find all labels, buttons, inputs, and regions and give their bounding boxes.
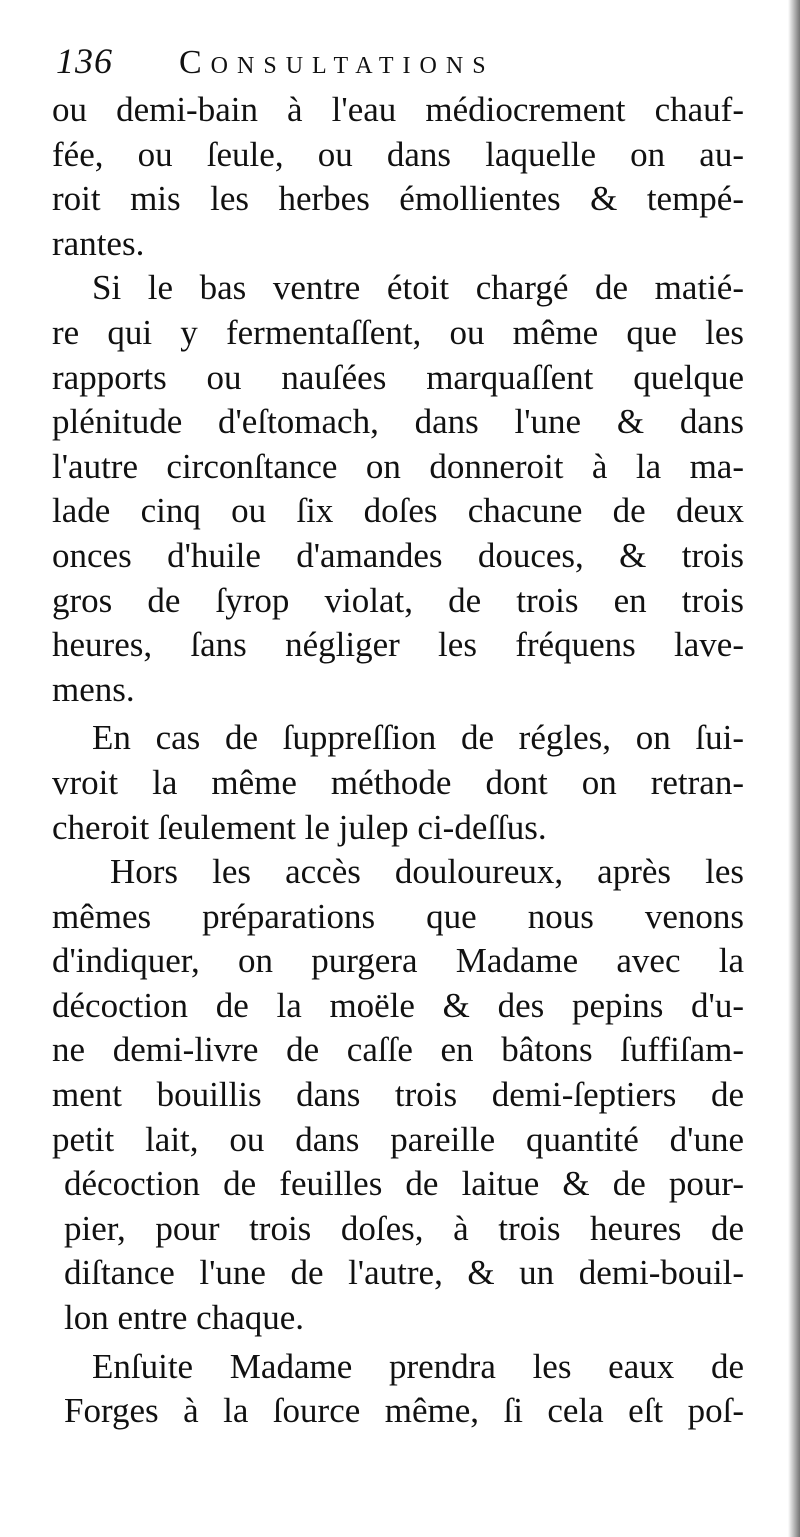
text-line: mêmes préparations que nous venons: [52, 896, 744, 936]
text-line: décoction de la moële & des pepins d'u-: [52, 985, 744, 1025]
text-line: Hors les accès douloureux, après les: [110, 852, 744, 892]
text-line: rapports ou nauſées marquaſſent quelque: [52, 357, 744, 397]
text-line: l'autre circonſtance on donneroit à la ma-: [52, 446, 744, 486]
text-line: onces d'huile d'amandes douces, & trois: [52, 535, 744, 575]
text-line: re qui y fermentaſſent, ou même que les: [52, 312, 744, 352]
text-line: ou demi-bain à l'eau médiocrement chauf-: [52, 90, 744, 129]
text-line: Enſuite Madame prendra les eaux de: [92, 1346, 744, 1386]
text-line: vroit la même méthode dont on retran-: [52, 762, 744, 802]
paragraph: [52, 88, 744, 266]
text-line: roit mis les herbes émollientes & tempé-: [52, 179, 744, 219]
paragraph: [52, 1345, 744, 1434]
text-line: fée, ou ſeule, ou dans laquelle on au-: [52, 134, 744, 174]
text-line: En cas de ſuppreſſion de régles, on ſui-: [92, 718, 744, 758]
text-line: ne demi-livre de caſſe en bâtons ſuffiſam-: [52, 1030, 744, 1070]
text-line: cheroit ſeulement le julep ci-deſſus.: [52, 807, 547, 847]
text-line: décoction de feuilles de laitue & de pour-: [64, 1164, 744, 1204]
text-line: Forges à la ſource même, ſi cela eſt poſ-: [64, 1391, 744, 1431]
text-line: diſtance l'une de l'autre, & un demi-bouil-: [64, 1253, 744, 1293]
text-line: rantes.: [52, 223, 145, 263]
text-line: petit lait, ou dans pareille quantité d'une: [52, 1119, 744, 1159]
text-line: lon entre chaque.: [64, 1298, 305, 1338]
text-line: ment bouillis dans trois demi-ſeptiers de: [52, 1075, 744, 1115]
paragraph: [52, 266, 744, 712]
text-line: gros de ſyrop violat, de trois en trois: [52, 580, 744, 620]
text-line: heures, ſans négliger les fréquens lave-: [52, 625, 744, 665]
text-line: plénitude d'eſtomach, dans l'une & dans: [52, 402, 744, 442]
text-line: lade cinq ou ſix doſes chacune de deux: [52, 491, 744, 531]
body-text: [52, 88, 744, 1434]
paragraph: [52, 850, 744, 1341]
running-head: [56, 40, 495, 92]
running-title: Consultations: [179, 44, 495, 81]
paragraph: [52, 716, 744, 850]
page-number: 136: [56, 41, 113, 81]
text-line: Si le bas ventre étoit chargé de matié-: [92, 268, 744, 308]
text-line: d'indiquer, on purgera Madame avec la: [52, 941, 744, 981]
text-line: pier, pour trois doſes, à trois heures de: [64, 1208, 744, 1248]
text-line: mens.: [52, 669, 135, 709]
